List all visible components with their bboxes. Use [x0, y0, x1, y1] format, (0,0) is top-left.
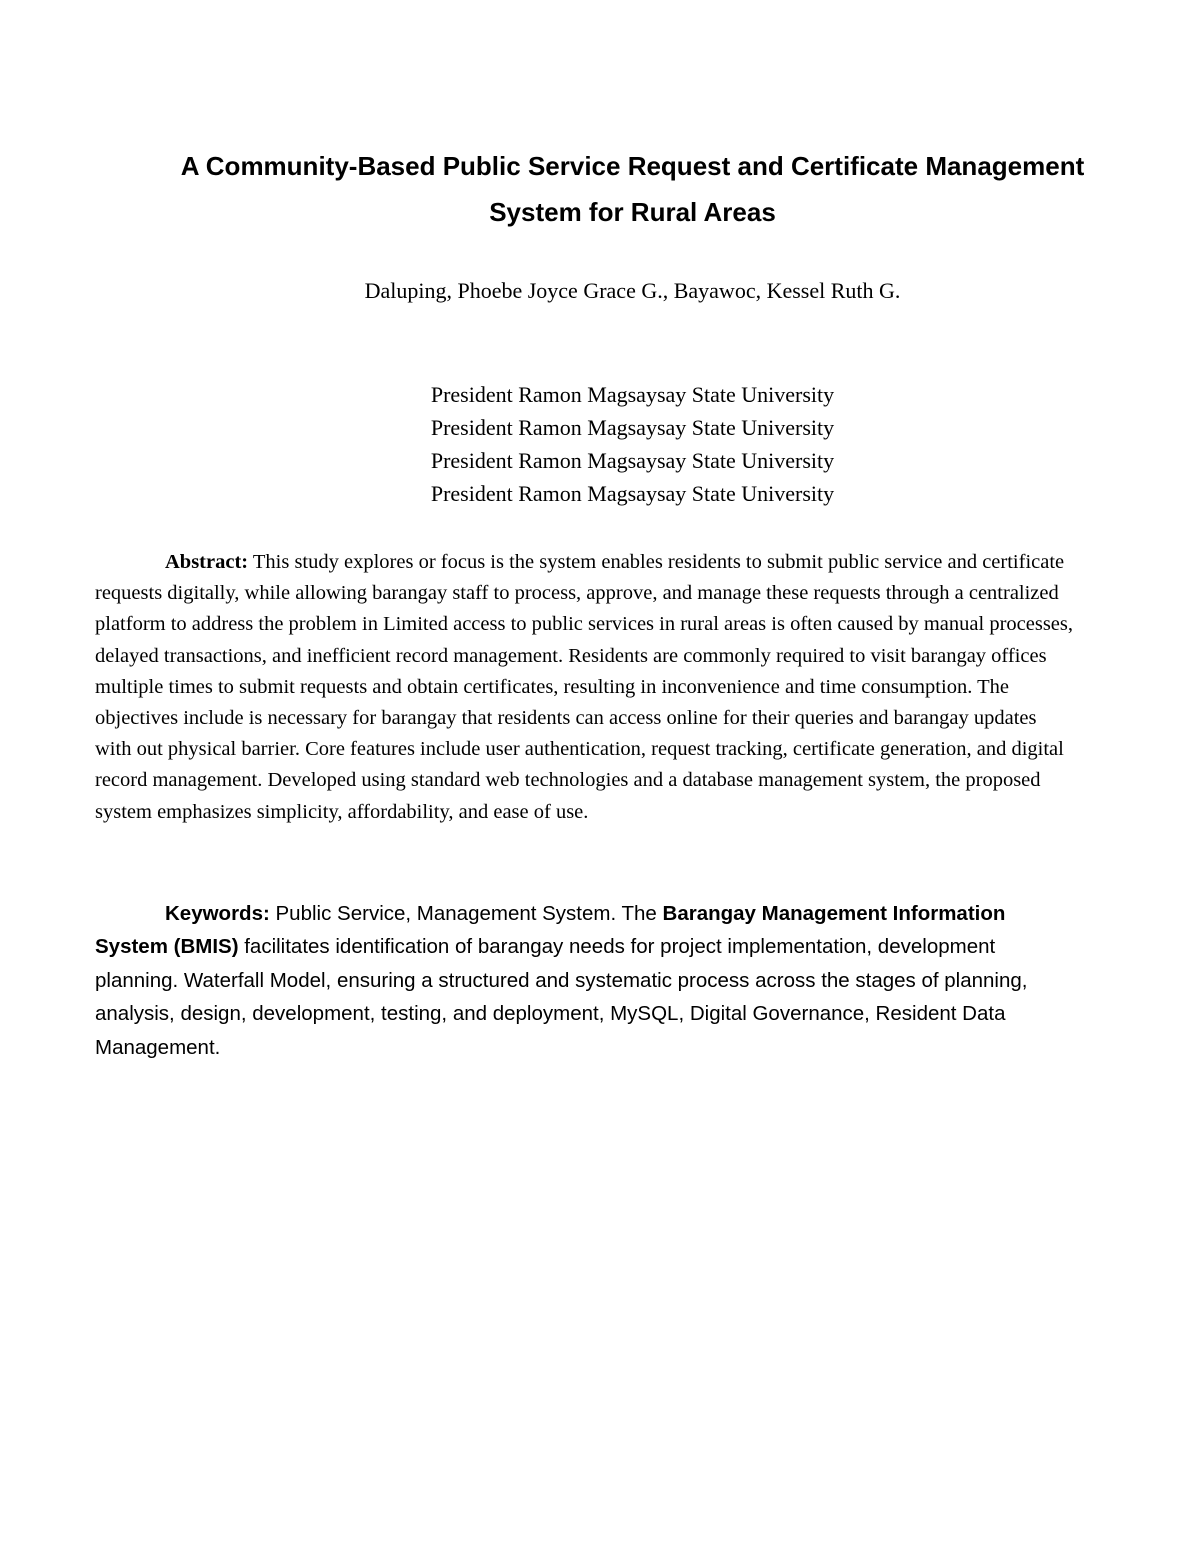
keywords-text-1: Public Service, Management System. The: [269, 902, 663, 925]
affiliation-line: President Ramon Magsaysay State University: [430, 448, 835, 473]
abstract-paragraph: [95, 547, 1075, 828]
keywords-text-2: facilitates identification of barangay needs for project implementation, development planning. Waterfall Model, ensuring a structured and systematic process across the stages of planning, analysis, design, development, testing, and deployment, MySQL, Digital Governance, Resident Data Management.: [95, 935, 1028, 1059]
abstract-text: This study explores or focus is the system enables residents to submit public service and certificate requests digitally, while allowing barangay staff to process, approve, and manage these requests through a centralized platform to address the problem in Limited access to public services in rural areas is often caused by manual processes, delayed transactions, and inefficient record management. Residents are commonly required to visit barangay offices multiple times to submit requests and obtain certificates, resulting in inconvenience and time consumption. The objectives include is necessary for barangay that residents can access online for their queries and barangay updates with out physical barrier. Core features include user authentication, request tracking, certificate generation, and digital record management. Developed using standard web technologies and a database management system, the proposed system emphasizes simplicity, affordability, and ease of use.: [95, 551, 1073, 823]
keywords-bold-term: Barangay Management Information System (BMIS): [95, 902, 1006, 959]
author-list: Daluping, Phoebe Joyce Grace G., Bayawoc, Kessel Ruth G.: [364, 278, 901, 303]
affiliation-list: [120, 378, 1145, 510]
title-line-2: System for Rural Areas: [489, 197, 776, 227]
title-line-1: A Community-Based Public Service Request and Certificate Management: [180, 151, 1085, 181]
abstract-label: Abstract:: [165, 551, 249, 573]
affiliation-line: President Ramon Magsaysay State University: [430, 415, 835, 440]
affiliation-line: President Ramon Magsaysay State University: [430, 382, 835, 407]
keywords-paragraph: [95, 897, 1080, 1064]
keywords-label: Keywords:: [165, 902, 270, 925]
affiliation-line: President Ramon Magsaysay State University: [430, 481, 835, 506]
paper-title: [120, 143, 1145, 235]
